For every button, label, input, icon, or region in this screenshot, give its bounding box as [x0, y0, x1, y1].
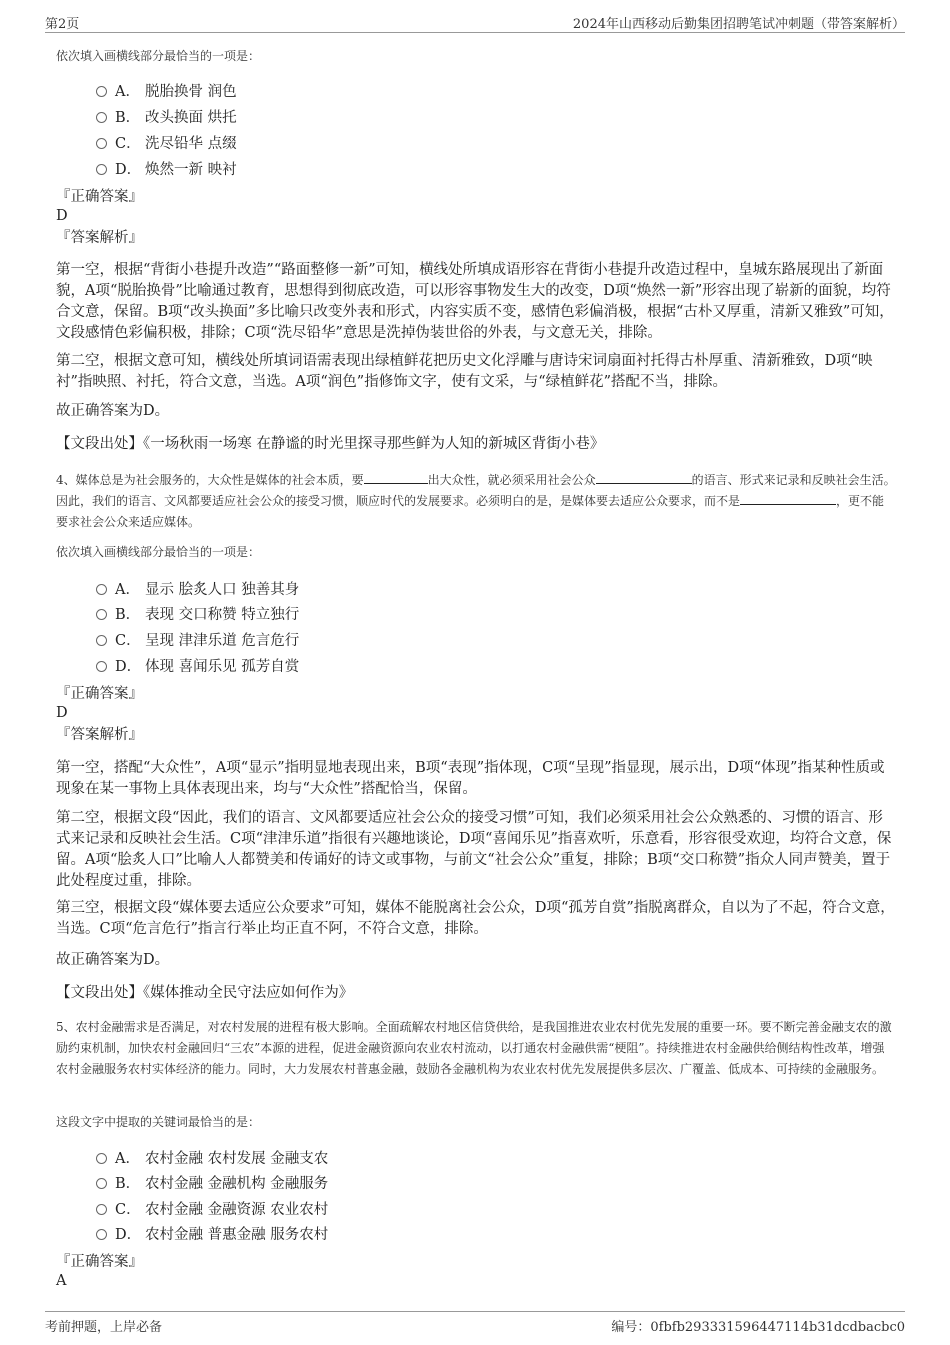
- q4-analysis-label: 『答案解析』: [56, 727, 143, 743]
- radio-icon[interactable]: [96, 609, 107, 620]
- q4-analysis-para1: 第一空，搭配“大众性”，A项“显示”指明显地表现出来，B项“表现”指体现，C项“呈现”指显现，展示出，D项“体现”指某种性质或现象在某一事物上具体表现出来，均与“大众性”搭配恰当，保留。: [56, 760, 885, 797]
- q3-option-c[interactable]: C． 洗尽铅华 点缀: [96, 132, 237, 156]
- q5-option-b[interactable]: B． 农村金融 金融机构 金融服务: [96, 1172, 328, 1196]
- blank-1: [364, 471, 428, 484]
- q4-option-b[interactable]: B． 表现 交口称赞 特立独行: [96, 603, 299, 627]
- q3-analysis-para2: 第二空，根据文意可知，横线处所填词语需表现出绿植鲜花把历史文化浮雕与唐诗宋词扇面衬托得古朴厚重、清新雅致，D项“映衬”指映照、衬托，符合文意，当选。A项“润色”指修饰文字，使有文采，与“绿植鲜花”搭配不当，排除。: [56, 353, 873, 390]
- document-code: 编号：0fbfb293331596447114b31dcdbacbc0: [611, 1320, 905, 1335]
- q3-option-d[interactable]: D． 焕然一新 映衬: [96, 158, 237, 182]
- q3-prompt: 依次填入画横线部分最恰当的一项是：: [56, 49, 261, 63]
- q5-prompt: 这段文字中提取的关键词最恰当的是：: [56, 1115, 261, 1129]
- radio-icon[interactable]: [96, 1204, 107, 1215]
- footer-slogan: 考前押题，上岸必备: [45, 1320, 163, 1335]
- q4-answer-label: 『正确答案』: [56, 686, 143, 702]
- radio-icon[interactable]: [96, 635, 107, 646]
- q3-analysis-para1: 第一空，根据“背街小巷提升改造”“路面整修一新”可知，横线处所填成语形容在背街小巷提升改造过程中，皇城东路展现出了新面貌，A项“脱胎换骨”比喻通过教育，思想得到彻底改造，可以形容事物发生大的改变，D项“焕然一新”形容出现了崭新的面貌，均符合文意，保留。B项“改头换面”多比喻只改变外表和形式，内容实质不变，感情色彩偏消极，根据“古朴又厚重，清新又雅致”可知，文段感情色彩偏积极，排除；C项“洗尽铅华”意思是洗掉伪装世俗的外表，与文意无关，排除。: [56, 262, 894, 341]
- radio-icon[interactable]: [96, 1153, 107, 1164]
- radio-icon[interactable]: [96, 138, 107, 149]
- q4-analysis-para3: 第三空，根据文段“媒体要去适应公众要求”可知，媒体不能脱离社会公众，D项“孤芳自赏”指脱离群众，自以为了不起，符合文意，当选。C项“危言危行”指言行举止均正直不阿，不符合文意，排除。: [56, 900, 895, 937]
- q4-analysis-para2: 第二空，根据文段“因此，我们的语言、文风都要适应社会公众的接受习惯”可知，我们必须采用社会公众熟悉的、习惯的语言、形式来记录和反映社会生活。C项“津津乐道”指很有兴趣地谈论，D项“喜闻乐见”指喜欢听，乐意看，形容很受欢迎，均符合文意，保留。A项“脍炙人口”比喻人人都赞美和传诵好的诗文或事物，与前文“社会公众”重复，排除；B项“交口称赞”指众人同声赞美，置于此处程度过重，排除。: [56, 810, 892, 889]
- q4-option-c[interactable]: C． 呈现 津津乐道 危言危行: [96, 629, 299, 653]
- q3-answer: D: [56, 208, 68, 224]
- radio-icon[interactable]: [96, 661, 107, 672]
- radio-icon[interactable]: [96, 584, 107, 595]
- q3-conclusion: 故正确答案为D。: [56, 403, 170, 419]
- q3-analysis-label: 『答案解析』: [56, 230, 143, 246]
- q5-stem: 5、农村金融需求是否满足，对农村发展的进程有极大影响。全面疏解农村地区信贷供给，是我国推进农业农村优先发展的重要一环。要不断完善金融支农的激励约束机制，加快农村金融回归“三农”本源的进程，促进金融资源向农业农村流动，以打通农村金融供需“梗阻”。持续推进农村金融供给侧结构性改革，增强农村金融服务农村实体经济的能力。同时，大力发展农村普惠金融，鼓励各金融机构为农业农村优先发展提供多层次、广覆盖、低成本、可持续的金融服务。: [56, 1020, 892, 1076]
- q4-answer: D: [56, 705, 68, 721]
- page-footer: [45, 1311, 905, 1336]
- blank-2: [596, 471, 692, 484]
- q4-option-d[interactable]: D． 体现 喜闻乐见 孤芳自赏: [96, 655, 299, 679]
- q4-conclusion: 故正确答案为D。: [56, 952, 170, 968]
- radio-icon[interactable]: [96, 86, 107, 97]
- radio-icon[interactable]: [96, 112, 107, 123]
- q4-stem: 4、媒体总是为社会服务的，大众性是媒体的社会本质，要 出大众性，就必须采用社会公众 的语言、形式来记录和反映社会生活。因此，我们的语言、文风都要适应社会公众的接受习惯，顺应时代的发展要求。必须明白的是，是媒体要去适应公众要求，而不是 ，更不能要求社会公众来适应媒体。: [56, 473, 896, 529]
- q5-option-a[interactable]: A． 农村金融 农村发展 金融支农: [96, 1147, 328, 1171]
- q4-option-a[interactable]: A． 显示 脍炙人口 独善其身: [96, 578, 299, 602]
- q3-answer-label: 『正确答案』: [56, 189, 143, 205]
- q4-source: 【文段出处】《媒体推动全民守法应如何作为》: [56, 985, 354, 1001]
- q5-answer: A: [56, 1273, 67, 1289]
- page-header: [45, 10, 905, 33]
- q4-prompt: 依次填入画横线部分最恰当的一项是：: [56, 545, 261, 559]
- radio-icon[interactable]: [96, 164, 107, 175]
- q3-option-b[interactable]: B． 改头换面 烘托: [96, 106, 237, 130]
- q3-option-a[interactable]: A． 脱胎换骨 润色: [96, 80, 237, 104]
- q5-option-d[interactable]: D． 农村金融 普惠金融 服务农村: [96, 1223, 328, 1247]
- radio-icon[interactable]: [96, 1229, 107, 1240]
- page-number: 第2页: [45, 17, 80, 32]
- blank-3: [740, 492, 836, 505]
- q5-answer-label: 『正确答案』: [56, 1254, 143, 1270]
- radio-icon[interactable]: [96, 1178, 107, 1189]
- q5-option-c[interactable]: C． 农村金融 金融资源 农业农村: [96, 1198, 328, 1222]
- q3-source: 【文段出处】《一场秋雨一场寒 在静谧的时光里探寻那些鲜为人知的新城区背街小巷》: [56, 436, 605, 452]
- document-title: 2024年山西移动后勤集团招聘笔试冲刺题（带答案解析）: [572, 17, 905, 32]
